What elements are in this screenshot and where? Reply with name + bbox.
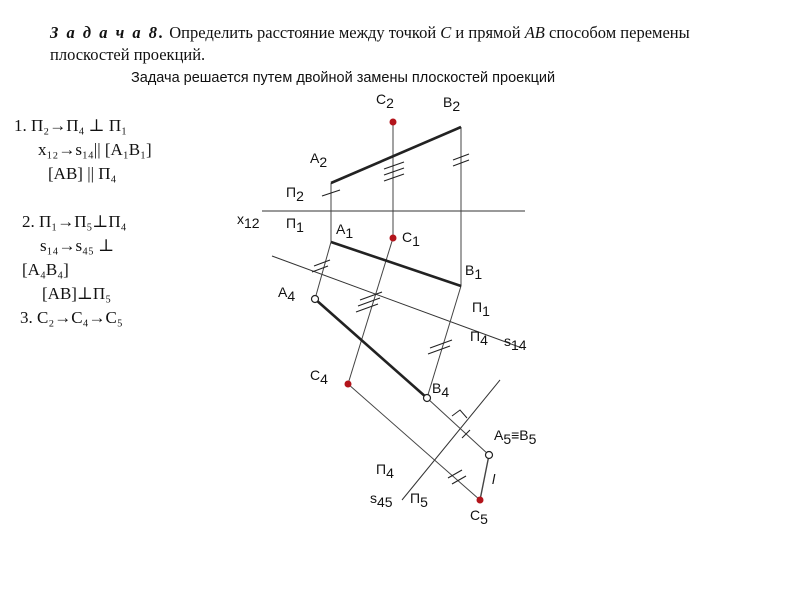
segment-a1b1 <box>331 242 461 286</box>
step-2b: s₁₄→s₄₅ ⊥ <box>40 236 115 255</box>
point-c5 <box>477 497 484 504</box>
axis-s45 <box>402 380 500 500</box>
label-a4: A4 <box>278 284 296 304</box>
step-2c: [A₄B₄] <box>22 260 69 279</box>
label-b4: B4 <box>432 380 450 400</box>
link-c4-c5 <box>348 384 480 500</box>
distance-segment-l <box>480 455 489 500</box>
point-a5b5 <box>486 452 493 459</box>
point-c1 <box>390 235 397 242</box>
label-s45: s45 <box>370 490 393 510</box>
label-p2: П2 <box>286 184 304 204</box>
task-text-2: плоскостей проекций. <box>50 45 206 64</box>
point-c2 <box>390 119 397 126</box>
label-c2: C2 <box>376 91 394 111</box>
point-b4 <box>424 395 431 402</box>
label-a2: A2 <box>310 150 328 170</box>
task-text-mid: и прямой <box>451 23 525 42</box>
step-2d: [AB]⊥П₅ <box>42 284 112 303</box>
step-3: 3. C₂→C₄→C₅ <box>20 308 123 327</box>
subtitle: Задача решается путем двойной замены плоскостей проекций <box>131 70 556 86</box>
step-1: 1. П₂→П₄ ⊥ П₁ <box>14 116 128 135</box>
label-p4-lower: П4 <box>376 461 394 481</box>
label-s14: s14 <box>504 333 527 353</box>
point-c4 <box>345 381 352 388</box>
segment-a4b4 <box>315 299 427 398</box>
task-text-end: способом перемены <box>544 23 690 42</box>
label-a5-b5: A5≡B5 <box>494 427 537 447</box>
segment-a2b2 <box>331 127 461 183</box>
label-p5: П5 <box>410 490 428 510</box>
label-b2: B2 <box>443 94 461 114</box>
step-2: 2. П₁→П₅⊥П₄ <box>22 212 127 231</box>
step-1b: x₁₂→s₁₄|| [A₁B₁] <box>38 140 152 159</box>
label-b1: B1 <box>465 262 483 282</box>
label-x12: x12 <box>237 211 260 231</box>
point-a4 <box>312 296 319 303</box>
label-c4: C4 <box>310 367 328 387</box>
task-line-ab: AB <box>524 23 545 42</box>
label-p4: П4 <box>470 328 488 348</box>
link-b4-a5 <box>427 398 489 455</box>
right-angle-marker <box>452 410 467 418</box>
step-1c: [AB] || П₄ <box>48 164 117 183</box>
task-point-c: C <box>440 23 452 42</box>
label-l: l <box>492 471 496 487</box>
task-text-1: Определить расстояние между точкой <box>165 23 441 42</box>
label-c1: C1 <box>402 229 420 249</box>
label-p1: П1 <box>286 215 304 235</box>
label-c5: C5 <box>470 507 488 527</box>
task-label: З а д а ч а 8. <box>50 23 166 42</box>
label-a1: A1 <box>336 221 354 241</box>
label-p1-new: П1 <box>472 299 490 319</box>
